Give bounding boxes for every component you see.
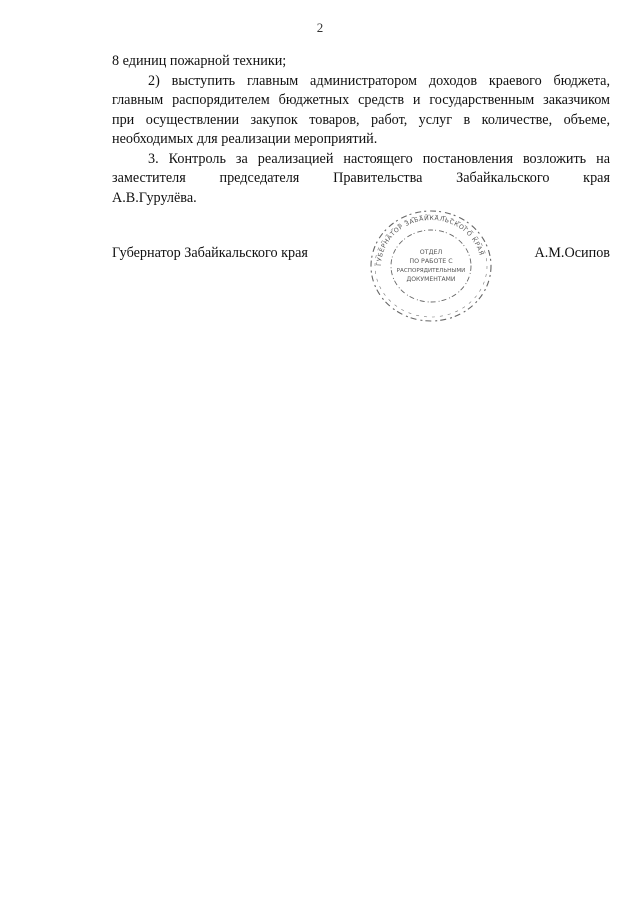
body-line-8: А.В.Гурулёва. <box>112 189 197 206</box>
body-line-3: главным распорядителем бюджетных средств и государственным заказчиком <box>112 92 610 108</box>
seal-ring-text: ГУБЕРНАТОР ЗАБАЙКАЛЬСКОГО КРАЯ <box>375 214 485 267</box>
document-body <box>112 52 610 208</box>
seal-center-line-3: РАСПОРЯДИТЕЛЬНЫМИ <box>396 268 466 274</box>
signer-title: Губернатор Забайкальского края <box>112 245 308 261</box>
page-number: 2 <box>316 20 324 35</box>
signer-name: А.М.Осипов <box>534 245 610 261</box>
seal-center-line-4: ДОКУМЕНТАМИ <box>406 276 456 283</box>
body-line-4: при осуществлении закупок товаров, работ, услуг в количестве, объеме, <box>112 111 610 128</box>
body-line-7: заместителя председателя Правительства Забайкальского края <box>112 170 610 186</box>
seal-graphic <box>364 206 498 326</box>
seal-center-line-1: ОТДЕЛ <box>419 249 443 256</box>
body-line-1: 8 единиц пожарной техники; <box>112 53 287 69</box>
seal-center-line-2: ПО РАБОТЕ С <box>409 258 453 265</box>
body-line-5: необходимых для реализации мероприятий. <box>112 131 378 147</box>
body-line-2: 2) выступить главным администратором доходов краевого бюджета, <box>148 72 610 89</box>
body-line-6: 3. Контроль за реализацией настоящего постановления возложить на <box>148 150 610 167</box>
official-seal-stamp <box>364 206 498 326</box>
